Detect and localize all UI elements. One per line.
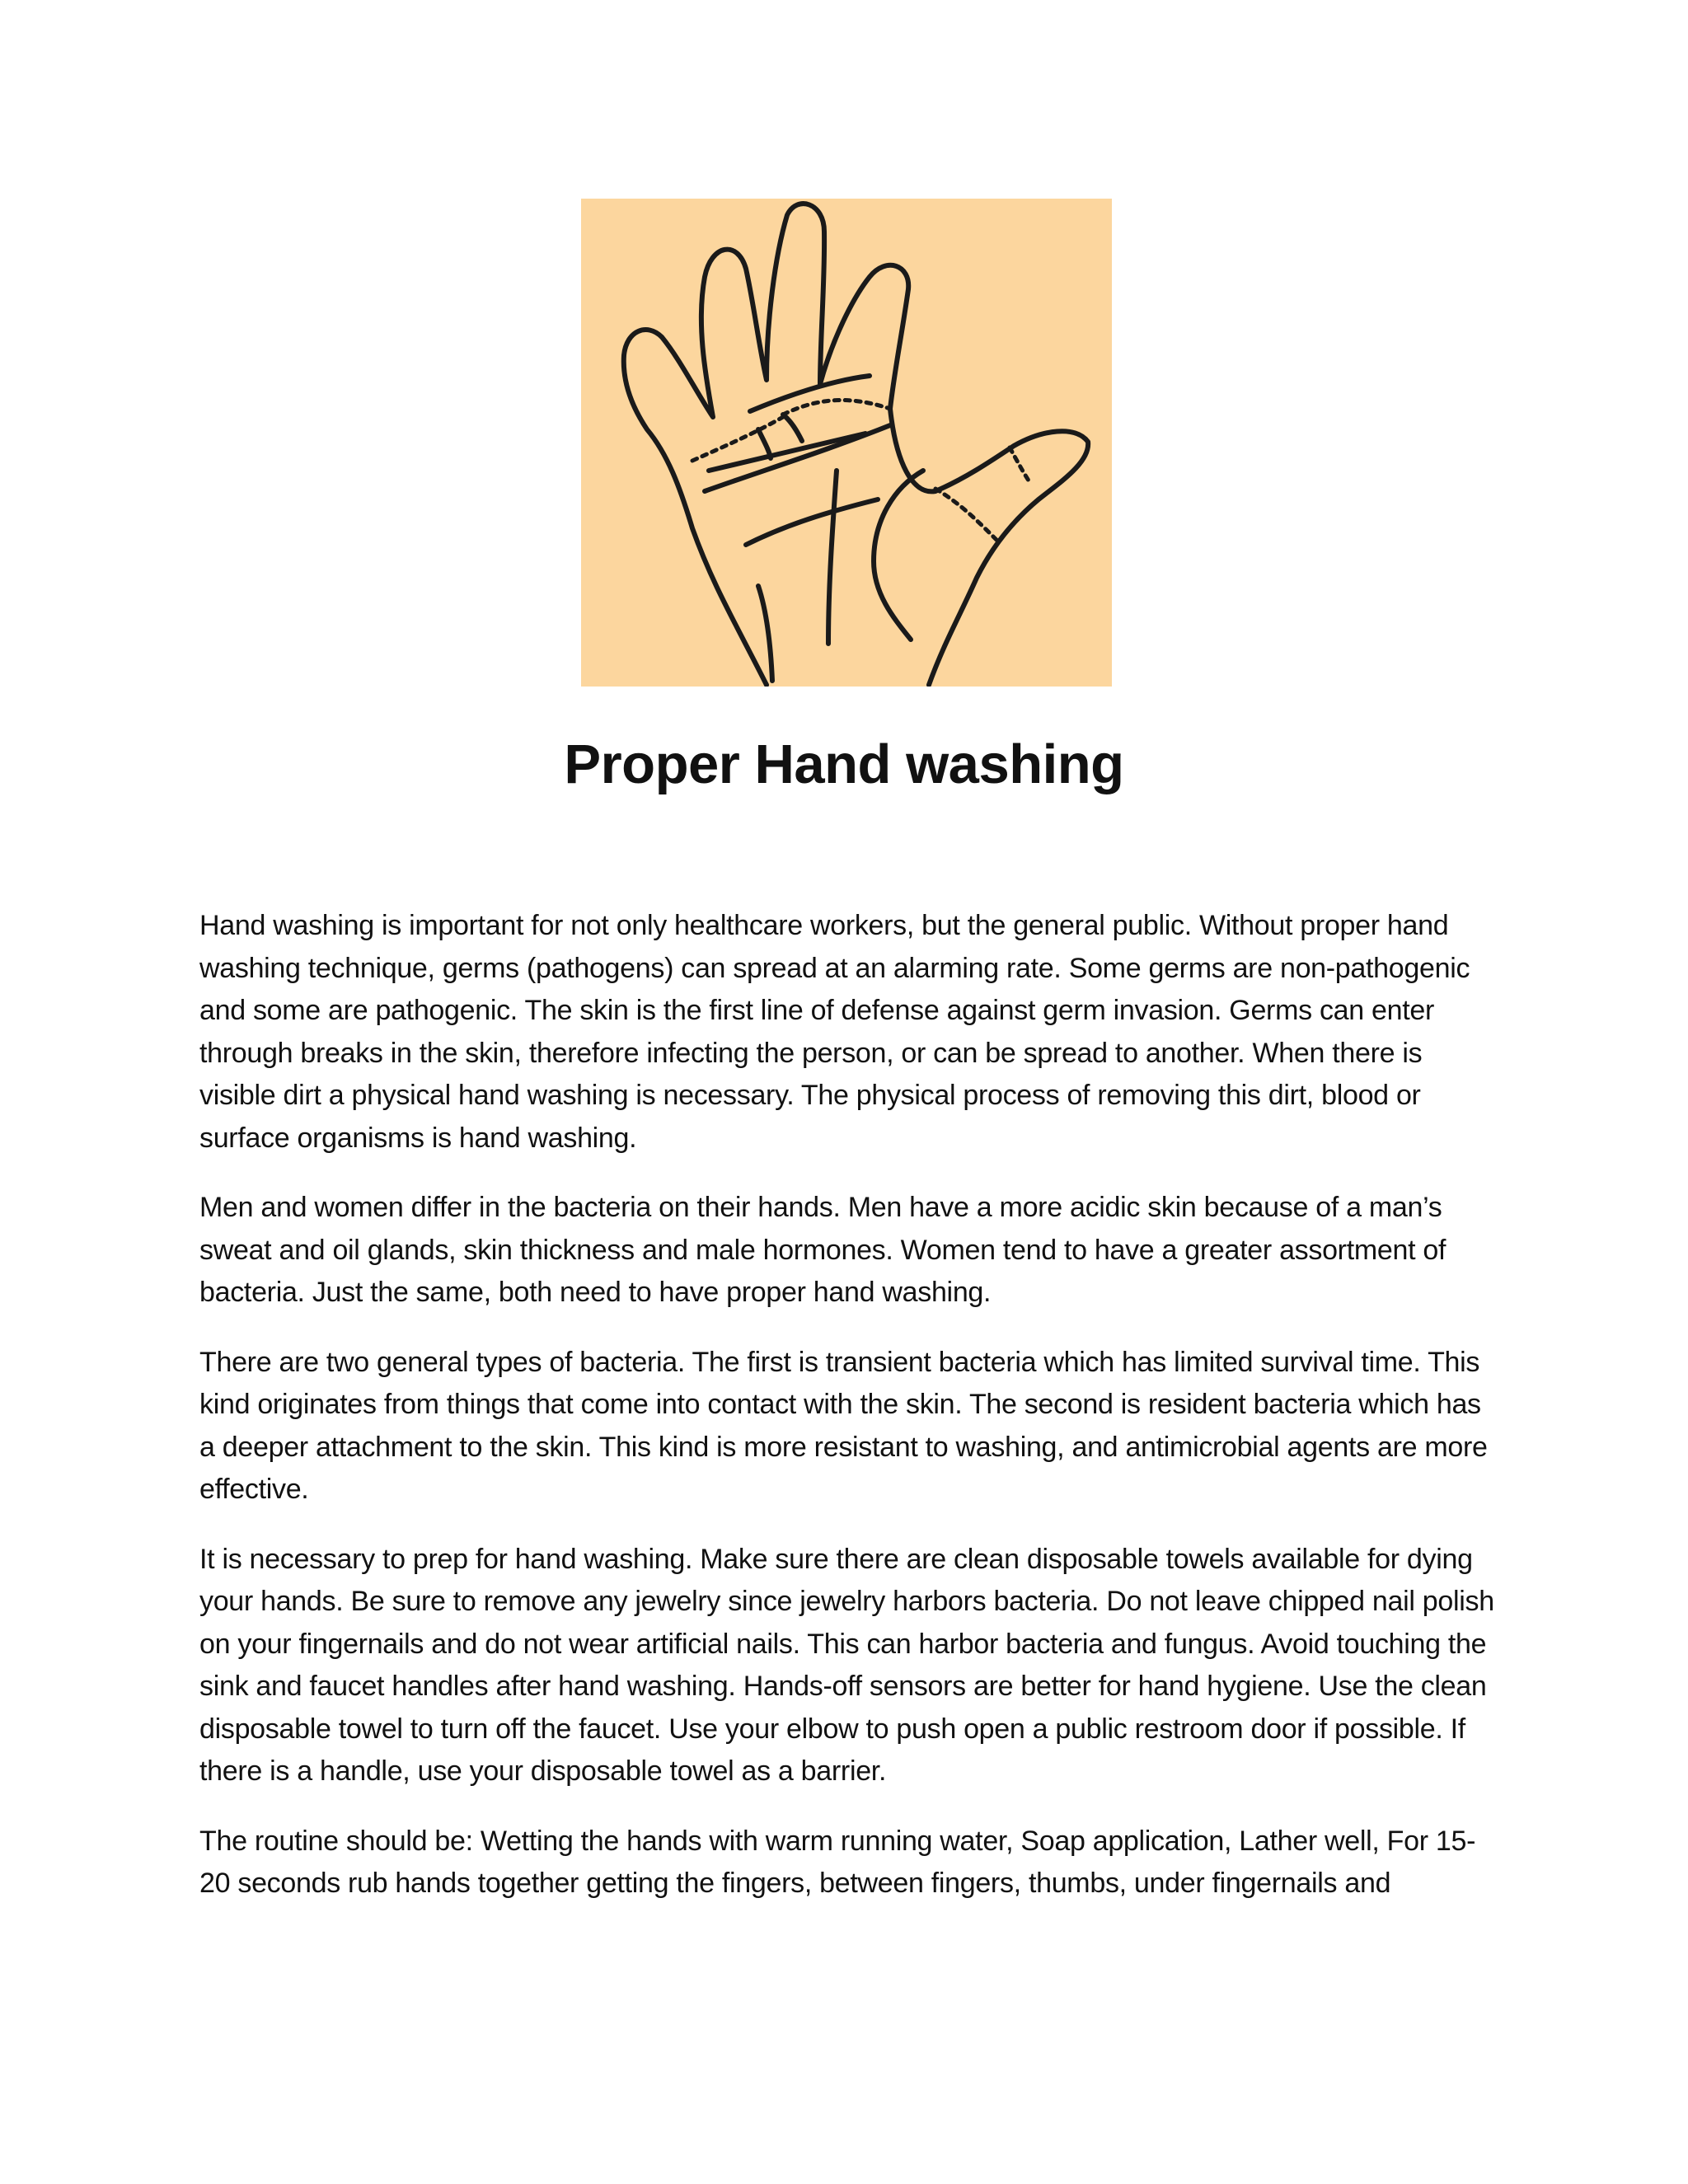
paragraph-men-women-bacteria: Men and women differ in the bacteria on their hands. Men have a more acidic skin because of a man’s sweat and oil glands, skin thickness and male hormones. Women tend to have a greater assortment of bacteria. Just the same, both need to have proper hand washing. [199,1192,1447,1308]
open-palm-hand-icon [581,199,1112,687]
page-title: Proper Hand washing [564,733,1124,795]
paragraph-bacteria-types: There are two general types of bacteria. The first is transient bacteria which has limited survival time. This kind originates from things that come into contact with the skin. The second is resident bacteria which has a deeper attachment to the skin. This kind is more resistant to washing, and antimicrobial agents are more effective. [199,1346,1488,1505]
paragraph-prep-for-hand-washing: It is necessary to prep for hand washing. Make sure there are clean disposable towels available for dying your hands. Be sure to remove any jewelry since jewelry harbors bacteria. Do not leave chipped nail polish on your fingernails and do not wear artificial nails. This can harbor bacteria and fungus. Avoid touching the sink and faucet handles after hand washing. Hands-off sensors are better for hand hygiene. Use the clean disposable towel to turn off the faucet. Use your elbow to push open a public restroom door if possible. If there is a handle, use your disposable towel as a barrier. [199,1543,1494,1787]
article-body [199,905,1502,1933]
paragraph-routine: The routine should be: Wetting the hands with warm running water, Soap application, Lather well, For 15-20 seconds rub hands together getting the fingers, between fingers, thumbs, under fingernails and [199,1825,1476,1899]
paragraph-hand-washing-importance: Hand washing is important for not only healthcare workers, but the general public. Without proper hand washing technique, germs (pathogens) can spread at an alarming rate. Some germs are non-pathogenic and some are pathogenic. The skin is the first line of defense against germ invasion. Germs can enter through breaks in the skin, therefore infecting the person, or can be spread to another. When there is visible dirt a physical hand washing is necessary. The physical process of removing this dirt, blood or surface organisms is hand washing. [199,910,1470,1154]
hand-illustration [581,199,1112,687]
